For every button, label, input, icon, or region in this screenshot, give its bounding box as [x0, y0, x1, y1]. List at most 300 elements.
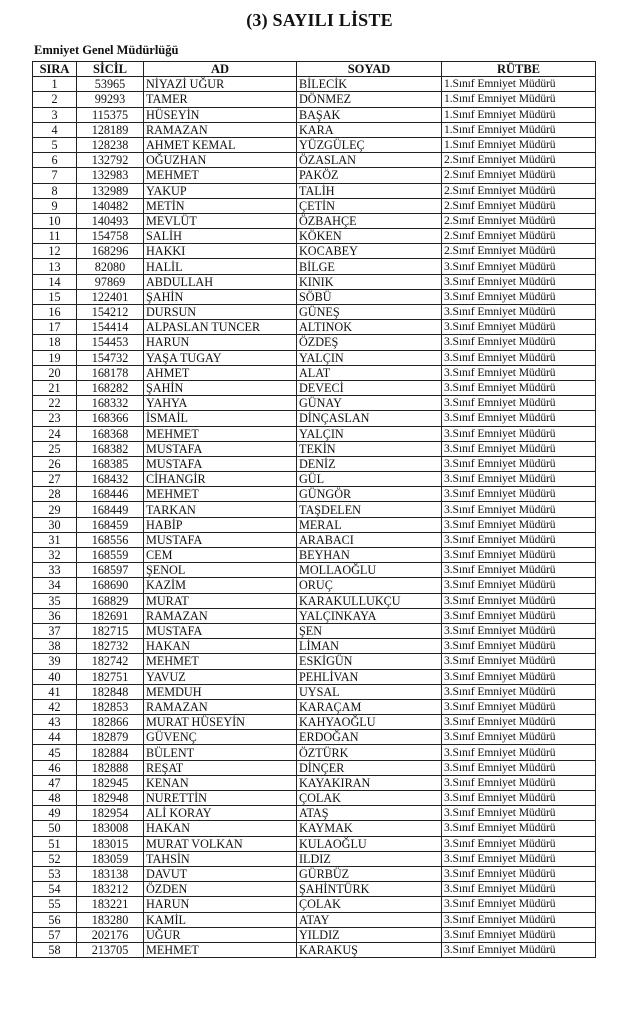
cell-sira: 55 — [33, 897, 77, 912]
cell-ad: KAMİL — [144, 912, 297, 927]
cell-sira: 30 — [33, 517, 77, 532]
cell-sicil: 182945 — [77, 775, 144, 790]
cell-ad: MUSTAFA — [144, 456, 297, 471]
cell-soyad: SÖBÜ — [297, 289, 442, 304]
table-body — [33, 77, 596, 958]
cell-ad: YAKUP — [144, 183, 297, 198]
cell-rutbe: 3.Sınıf Emniyet Müdürü — [442, 806, 596, 821]
cell-rutbe: 3.Sınıf Emniyet Müdürü — [442, 836, 596, 851]
cell-soyad: YALÇIN — [297, 350, 442, 365]
cell-sira: 19 — [33, 350, 77, 365]
cell-ad: METİN — [144, 198, 297, 213]
cell-rutbe: 3.Sınıf Emniyet Müdürü — [442, 259, 596, 274]
cell-soyad: GÜNGÖR — [297, 487, 442, 502]
cell-ad: DURSUN — [144, 305, 297, 320]
cell-sicil: 182866 — [77, 715, 144, 730]
table-row — [33, 593, 596, 608]
cell-rutbe: 1.Sınıf Emniyet Müdürü — [442, 77, 596, 92]
cell-ad: AHMET — [144, 365, 297, 380]
cell-sira: 56 — [33, 912, 77, 927]
cell-sicil: 53965 — [77, 77, 144, 92]
table-row — [33, 775, 596, 790]
cell-ad: HAKKI — [144, 244, 297, 259]
cell-ad: YAVUZ — [144, 669, 297, 684]
cell-ad: MEHMET — [144, 942, 297, 957]
cell-sira: 31 — [33, 532, 77, 547]
cell-sicil: 202176 — [77, 927, 144, 942]
cell-soyad: GÜNEŞ — [297, 305, 442, 320]
cell-sicil: 132792 — [77, 153, 144, 168]
cell-rutbe: 3.Sınıf Emniyet Müdürü — [442, 593, 596, 608]
table-row — [33, 623, 596, 638]
cell-sira: 51 — [33, 836, 77, 851]
cell-ad: HARUN — [144, 897, 297, 912]
table-row — [33, 365, 596, 380]
cell-rutbe: 3.Sınıf Emniyet Müdürü — [442, 684, 596, 699]
table-row — [33, 715, 596, 730]
cell-sicil: 168382 — [77, 441, 144, 456]
cell-rutbe: 3.Sınıf Emniyet Müdürü — [442, 502, 596, 517]
cell-ad: RAMAZAN — [144, 122, 297, 137]
cell-sira: 17 — [33, 320, 77, 335]
cell-sicil: 140482 — [77, 198, 144, 213]
cell-sicil: 115375 — [77, 107, 144, 122]
cell-sira: 10 — [33, 213, 77, 228]
cell-soyad: GÜRBÜZ — [297, 866, 442, 881]
cell-ad: ABDULLAH — [144, 274, 297, 289]
cell-ad: KAZİM — [144, 578, 297, 593]
cell-soyad: YÜZGÜLEÇ — [297, 137, 442, 152]
cell-ad: MUSTAFA — [144, 532, 297, 547]
table-row — [33, 548, 596, 563]
cell-sicil: 182853 — [77, 699, 144, 714]
cell-rutbe: 1.Sınıf Emniyet Müdürü — [442, 122, 596, 137]
table-row — [33, 669, 596, 684]
cell-soyad: BİLECİK — [297, 77, 442, 92]
personnel-table — [32, 61, 596, 958]
cell-sicil: 168829 — [77, 593, 144, 608]
table-row — [33, 213, 596, 228]
table-row — [33, 305, 596, 320]
cell-soyad: ÖZBAHÇE — [297, 213, 442, 228]
cell-sicil: 128189 — [77, 122, 144, 137]
table-row — [33, 472, 596, 487]
cell-sira: 21 — [33, 380, 77, 395]
cell-rutbe: 3.Sınıf Emniyet Müdürü — [442, 775, 596, 790]
cell-ad: MEVLÜT — [144, 213, 297, 228]
cell-sira: 52 — [33, 851, 77, 866]
cell-rutbe: 1.Sınıf Emniyet Müdürü — [442, 107, 596, 122]
cell-rutbe: 3.Sınıf Emniyet Müdürü — [442, 730, 596, 745]
table-row — [33, 745, 596, 760]
cell-rutbe: 3.Sınıf Emniyet Müdürü — [442, 396, 596, 411]
table-row — [33, 563, 596, 578]
cell-sicil: 168366 — [77, 411, 144, 426]
cell-sicil: 183221 — [77, 897, 144, 912]
table-row — [33, 942, 596, 957]
cell-ad: NURETTİN — [144, 791, 297, 806]
cell-soyad: ILDIZ — [297, 851, 442, 866]
cell-rutbe: 3.Sınıf Emniyet Müdürü — [442, 760, 596, 775]
cell-soyad: BEYHAN — [297, 548, 442, 563]
cell-sicil: 182948 — [77, 791, 144, 806]
cell-sicil: 168178 — [77, 365, 144, 380]
cell-rutbe: 3.Sınıf Emniyet Müdürü — [442, 274, 596, 289]
cell-rutbe: 3.Sınıf Emniyet Müdürü — [442, 548, 596, 563]
cell-sira: 15 — [33, 289, 77, 304]
cell-rutbe: 2.Sınıf Emniyet Müdürü — [442, 213, 596, 228]
cell-sicil: 82080 — [77, 259, 144, 274]
header-ad: AD — [144, 62, 297, 77]
table-row — [33, 882, 596, 897]
cell-rutbe: 3.Sınıf Emniyet Müdürü — [442, 715, 596, 730]
document-title: (3) SAYILI LİSTE — [246, 10, 393, 30]
table-row — [33, 897, 596, 912]
table-row — [33, 259, 596, 274]
cell-soyad: ALTINOK — [297, 320, 442, 335]
cell-rutbe: 3.Sınıf Emniyet Müdürü — [442, 441, 596, 456]
cell-sira: 9 — [33, 198, 77, 213]
cell-soyad: ESKİGÜN — [297, 654, 442, 669]
cell-rutbe: 3.Sınıf Emniyet Müdürü — [442, 882, 596, 897]
cell-rutbe: 3.Sınıf Emniyet Müdürü — [442, 563, 596, 578]
header-sicil: SİCİL — [77, 62, 144, 77]
cell-ad: YAŞA TUGAY — [144, 350, 297, 365]
cell-rutbe: 2.Sınıf Emniyet Müdürü — [442, 198, 596, 213]
cell-rutbe: 3.Sınıf Emniyet Müdürü — [442, 532, 596, 547]
cell-sicil: 182879 — [77, 730, 144, 745]
cell-sicil: 168282 — [77, 380, 144, 395]
cell-soyad: YALÇINKAYA — [297, 608, 442, 623]
cell-rutbe: 3.Sınıf Emniyet Müdürü — [442, 426, 596, 441]
cell-soyad: PEHLİVAN — [297, 669, 442, 684]
cell-ad: MURAT — [144, 593, 297, 608]
table-row — [33, 77, 596, 92]
cell-sira: 23 — [33, 411, 77, 426]
cell-soyad: DENİZ — [297, 456, 442, 471]
cell-soyad: ARABACI — [297, 532, 442, 547]
table-header-row — [33, 62, 596, 77]
table-row — [33, 198, 596, 213]
cell-sira: 2 — [33, 92, 77, 107]
cell-rutbe: 3.Sınıf Emniyet Müdürü — [442, 821, 596, 836]
cell-sicil: 168332 — [77, 396, 144, 411]
table-row — [33, 153, 596, 168]
cell-sicil: 182888 — [77, 760, 144, 775]
cell-ad: MURAT HÜSEYİN — [144, 715, 297, 730]
cell-sicil: 128238 — [77, 137, 144, 152]
cell-sira: 29 — [33, 502, 77, 517]
cell-sira: 26 — [33, 456, 77, 471]
cell-sira: 14 — [33, 274, 77, 289]
cell-rutbe: 3.Sınıf Emniyet Müdürü — [442, 289, 596, 304]
cell-sicil: 168385 — [77, 456, 144, 471]
cell-soyad: MERAL — [297, 517, 442, 532]
cell-rutbe: 2.Sınıf Emniyet Müdürü — [442, 153, 596, 168]
cell-sicil: 183015 — [77, 836, 144, 851]
cell-ad: BÜLENT — [144, 745, 297, 760]
cell-sicil: 182884 — [77, 745, 144, 760]
cell-ad: MEHMET — [144, 168, 297, 183]
cell-soyad: ALAT — [297, 365, 442, 380]
cell-soyad: ÖZTÜRK — [297, 745, 442, 760]
cell-soyad: KARAKUŞ — [297, 942, 442, 957]
cell-sira: 12 — [33, 244, 77, 259]
cell-sira: 50 — [33, 821, 77, 836]
cell-sira: 20 — [33, 365, 77, 380]
cell-sira: 43 — [33, 715, 77, 730]
cell-rutbe: 3.Sınıf Emniyet Müdürü — [442, 487, 596, 502]
cell-soyad: TEKİN — [297, 441, 442, 456]
table-row — [33, 320, 596, 335]
cell-rutbe: 3.Sınıf Emniyet Müdürü — [442, 517, 596, 532]
cell-ad: HALİL — [144, 259, 297, 274]
cell-soyad: ÇOLAK — [297, 897, 442, 912]
cell-soyad: ŞAHİNTÜRK — [297, 882, 442, 897]
table-row — [33, 502, 596, 517]
cell-soyad: DEVECİ — [297, 380, 442, 395]
cell-soyad: PAKÖZ — [297, 168, 442, 183]
cell-soyad: GÜNAY — [297, 396, 442, 411]
cell-ad: MUSTAFA — [144, 623, 297, 638]
table-row — [33, 608, 596, 623]
cell-sicil: 182742 — [77, 654, 144, 669]
cell-ad: ŞAHİN — [144, 380, 297, 395]
cell-rutbe: 3.Sınıf Emniyet Müdürü — [442, 745, 596, 760]
cell-sira: 5 — [33, 137, 77, 152]
cell-rutbe: 1.Sınıf Emniyet Müdürü — [442, 137, 596, 152]
cell-sicil: 182954 — [77, 806, 144, 821]
cell-sira: 41 — [33, 684, 77, 699]
cell-soyad: KARA — [297, 122, 442, 137]
cell-sicil: 182751 — [77, 669, 144, 684]
cell-soyad: ATAŞ — [297, 806, 442, 821]
cell-sira: 3 — [33, 107, 77, 122]
cell-soyad: DİNÇER — [297, 760, 442, 775]
cell-sicil: 183138 — [77, 866, 144, 881]
cell-sicil: 154414 — [77, 320, 144, 335]
table-row — [33, 92, 596, 107]
cell-sira: 11 — [33, 229, 77, 244]
table-row — [33, 866, 596, 881]
cell-ad: MURAT VOLKAN — [144, 836, 297, 851]
cell-sira: 47 — [33, 775, 77, 790]
cell-ad: YAHYA — [144, 396, 297, 411]
table-row — [33, 851, 596, 866]
cell-sicil: 182848 — [77, 684, 144, 699]
cell-ad: CEM — [144, 548, 297, 563]
cell-sicil: 154453 — [77, 335, 144, 350]
cell-ad: RAMAZAN — [144, 699, 297, 714]
cell-soyad: KARAÇAM — [297, 699, 442, 714]
cell-soyad: KINIK — [297, 274, 442, 289]
cell-sira: 25 — [33, 441, 77, 456]
cell-rutbe: 3.Sınıf Emniyet Müdürü — [442, 320, 596, 335]
cell-soyad: ÖZASLAN — [297, 153, 442, 168]
institution-name: Emniyet Genel Müdürlüğü — [34, 43, 179, 57]
cell-sicil: 99293 — [77, 92, 144, 107]
cell-rutbe: 2.Sınıf Emniyet Müdürü — [442, 229, 596, 244]
table-row — [33, 760, 596, 775]
cell-soyad: UYSAL — [297, 684, 442, 699]
cell-ad: ÖZDEN — [144, 882, 297, 897]
cell-sicil: 132989 — [77, 183, 144, 198]
cell-rutbe: 3.Sınıf Emniyet Müdürü — [442, 866, 596, 881]
cell-rutbe: 3.Sınıf Emniyet Müdürü — [442, 411, 596, 426]
cell-rutbe: 3.Sınıf Emniyet Müdürü — [442, 472, 596, 487]
table-row — [33, 487, 596, 502]
table-row — [33, 699, 596, 714]
cell-sira: 1 — [33, 77, 77, 92]
cell-soyad: BİLGE — [297, 259, 442, 274]
table-row — [33, 441, 596, 456]
cell-sicil: 122401 — [77, 289, 144, 304]
header-soyad: SOYAD — [297, 62, 442, 77]
cell-soyad: YALÇIN — [297, 426, 442, 441]
cell-rutbe: 3.Sınıf Emniyet Müdürü — [442, 669, 596, 684]
cell-soyad: ATAY — [297, 912, 442, 927]
table-row — [33, 168, 596, 183]
table-row — [33, 806, 596, 821]
cell-ad: NİYAZİ UĞUR — [144, 77, 297, 92]
cell-soyad: KAYAKIRAN — [297, 775, 442, 790]
cell-sicil: 168556 — [77, 532, 144, 547]
table-row — [33, 244, 596, 259]
cell-sicil: 168597 — [77, 563, 144, 578]
cell-rutbe: 3.Sınıf Emniyet Müdürü — [442, 365, 596, 380]
cell-sicil: 213705 — [77, 942, 144, 957]
cell-sicil: 183280 — [77, 912, 144, 927]
cell-sira: 40 — [33, 669, 77, 684]
cell-sicil: 168559 — [77, 548, 144, 563]
cell-sicil: 182732 — [77, 639, 144, 654]
table-row — [33, 532, 596, 547]
table-row — [33, 107, 596, 122]
cell-rutbe: 3.Sınıf Emniyet Müdürü — [442, 639, 596, 654]
table-row — [33, 791, 596, 806]
cell-sira: 13 — [33, 259, 77, 274]
cell-sicil: 168446 — [77, 487, 144, 502]
cell-rutbe: 1.Sınıf Emniyet Müdürü — [442, 92, 596, 107]
cell-ad: KENAN — [144, 775, 297, 790]
table-row — [33, 517, 596, 532]
cell-ad: AHMET KEMAL — [144, 137, 297, 152]
cell-sira: 22 — [33, 396, 77, 411]
cell-ad: RAMAZAN — [144, 608, 297, 623]
table-row — [33, 927, 596, 942]
cell-sira: 39 — [33, 654, 77, 669]
table-row — [33, 836, 596, 851]
cell-rutbe: 3.Sınıf Emniyet Müdürü — [442, 623, 596, 638]
cell-soyad: KARAKULLUKÇU — [297, 593, 442, 608]
table-row — [33, 396, 596, 411]
cell-rutbe: 2.Sınıf Emniyet Müdürü — [442, 244, 596, 259]
table-row — [33, 183, 596, 198]
cell-ad: GÜVENÇ — [144, 730, 297, 745]
cell-rutbe: 2.Sınıf Emniyet Müdürü — [442, 183, 596, 198]
cell-ad: ALPASLAN TUNCER — [144, 320, 297, 335]
cell-sicil: 168690 — [77, 578, 144, 593]
cell-ad: MEHMET — [144, 487, 297, 502]
cell-ad: DAVUT — [144, 866, 297, 881]
cell-sira: 37 — [33, 623, 77, 638]
cell-sira: 44 — [33, 730, 77, 745]
cell-rutbe: 3.Sınıf Emniyet Müdürü — [442, 851, 596, 866]
cell-sira: 24 — [33, 426, 77, 441]
cell-sira: 49 — [33, 806, 77, 821]
cell-soyad: DİNÇASLAN — [297, 411, 442, 426]
cell-soyad: ÇOLAK — [297, 791, 442, 806]
cell-sicil: 183008 — [77, 821, 144, 836]
cell-rutbe: 3.Sınıf Emniyet Müdürü — [442, 897, 596, 912]
cell-sira: 36 — [33, 608, 77, 623]
cell-rutbe: 3.Sınıf Emniyet Müdürü — [442, 380, 596, 395]
cell-sira: 34 — [33, 578, 77, 593]
cell-ad: MEHMET — [144, 426, 297, 441]
cell-soyad: ERDOĞAN — [297, 730, 442, 745]
cell-soyad: TAŞDELEN — [297, 502, 442, 517]
table-row — [33, 456, 596, 471]
cell-sira: 35 — [33, 593, 77, 608]
table-row — [33, 335, 596, 350]
cell-sicil: 168449 — [77, 502, 144, 517]
cell-ad: HABİP — [144, 517, 297, 532]
cell-soyad: KOCABEY — [297, 244, 442, 259]
cell-sicil: 168432 — [77, 472, 144, 487]
cell-soyad: KÖKEN — [297, 229, 442, 244]
cell-ad: HÜSEYİN — [144, 107, 297, 122]
cell-sicil: 168459 — [77, 517, 144, 532]
cell-ad: TAHSİN — [144, 851, 297, 866]
cell-soyad: GÜL — [297, 472, 442, 487]
cell-rutbe: 2.Sınıf Emniyet Müdürü — [442, 168, 596, 183]
cell-sira: 4 — [33, 122, 77, 137]
cell-rutbe: 3.Sınıf Emniyet Müdürü — [442, 791, 596, 806]
table-row — [33, 654, 596, 669]
cell-sira: 58 — [33, 942, 77, 957]
cell-sira: 45 — [33, 745, 77, 760]
header-sira: SIRA — [33, 62, 77, 77]
table-row — [33, 289, 596, 304]
table-row — [33, 122, 596, 137]
cell-soyad: KAHYAOĞLU — [297, 715, 442, 730]
table-row — [33, 578, 596, 593]
cell-rutbe: 3.Sınıf Emniyet Müdürü — [442, 305, 596, 320]
table-row — [33, 912, 596, 927]
cell-sira: 57 — [33, 927, 77, 942]
cell-ad: MUSTAFA — [144, 441, 297, 456]
cell-sicil: 154732 — [77, 350, 144, 365]
cell-ad: MEMDUH — [144, 684, 297, 699]
cell-ad: HAKAN — [144, 639, 297, 654]
cell-sicil: 183059 — [77, 851, 144, 866]
cell-ad: OĞUZHAN — [144, 153, 297, 168]
table-row — [33, 274, 596, 289]
cell-ad: ALİ KORAY — [144, 806, 297, 821]
cell-sicil: 132983 — [77, 168, 144, 183]
cell-sicil: 182691 — [77, 608, 144, 623]
cell-ad: ŞAHİN — [144, 289, 297, 304]
cell-sira: 27 — [33, 472, 77, 487]
cell-sicil: 168368 — [77, 426, 144, 441]
table-row — [33, 639, 596, 654]
cell-soyad: TALİH — [297, 183, 442, 198]
table-row — [33, 821, 596, 836]
cell-sira: 53 — [33, 866, 77, 881]
cell-soyad: KAYMAK — [297, 821, 442, 836]
cell-soyad: YILDIZ — [297, 927, 442, 942]
cell-ad: CİHANGİR — [144, 472, 297, 487]
